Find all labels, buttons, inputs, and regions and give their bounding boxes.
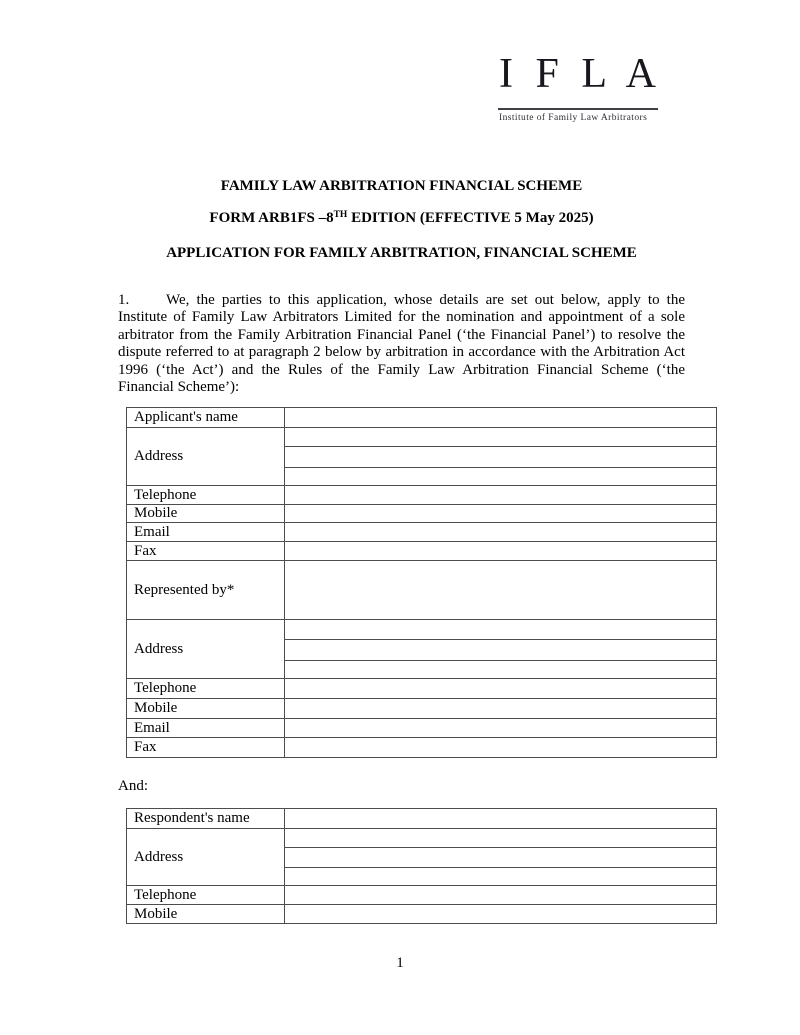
row-label-applicant-address: Address: [127, 428, 285, 486]
respondent-address-line2-field[interactable]: [285, 848, 717, 868]
representative-address-line1-field[interactable]: [285, 620, 717, 640]
applicant-mobile-field[interactable]: [285, 505, 717, 523]
doc-title-scheme: FAMILY LAW ARBITRATION FINANCIAL SCHEME: [220, 178, 583, 194]
representative-address-line2-field[interactable]: [285, 640, 717, 661]
applicant-table: [126, 407, 717, 758]
representative-email-field[interactable]: [285, 719, 717, 738]
respondent-name-field[interactable]: [285, 809, 717, 829]
paragraph-1-number: 1.: [118, 292, 130, 308]
respondent-address-line1-field[interactable]: [285, 829, 717, 848]
form-edition-prefix: FORM ARB1FS –8: [209, 210, 334, 226]
applicant-address-line3-field[interactable]: [285, 468, 717, 486]
paragraph-1: [118, 292, 685, 396]
row-label-applicant-name: Applicant's name: [127, 408, 285, 428]
representative-fax-field[interactable]: [285, 738, 717, 758]
respondent-telephone-field[interactable]: [285, 886, 717, 905]
row-label-representative-address: Address: [127, 620, 285, 679]
page-number: 1: [396, 955, 404, 971]
applicant-fax-field[interactable]: [285, 542, 717, 561]
representative-telephone-field[interactable]: [285, 679, 717, 699]
doc-title-form-edition: [118, 210, 685, 228]
applicant-address-line2-field[interactable]: [285, 447, 717, 468]
row-label-applicant-mobile: Mobile: [127, 505, 285, 523]
row-label-respondent-mobile: Mobile: [127, 905, 285, 924]
applicant-address-line1-field[interactable]: [285, 428, 717, 447]
row-label-representative-email: Email: [127, 719, 285, 738]
row-label-applicant-email: Email: [127, 523, 285, 542]
representative-mobile-field[interactable]: [285, 699, 717, 719]
row-label-representative-mobile: Mobile: [127, 699, 285, 719]
form-edition-suffix: EDITION (EFFECTIVE 5 May 2025): [347, 210, 594, 226]
row-label-representative-fax: Fax: [127, 738, 285, 758]
representative-address-line3-field[interactable]: [285, 661, 717, 679]
logo-divider: [498, 108, 658, 110]
applicant-telephone-field[interactable]: [285, 486, 717, 505]
and-label: And:: [118, 778, 148, 794]
paragraph-1-text: We, the parties to this application, whose details are set out below, apply to the Institute of Family Law Arbitrators Limited for the nomination and appointment of a sole arbitrator from the Family Arbitration Financial Panel (‘the Financial Panel’) to resolve the dispute referred to at paragraph 2 below by arbitration in accordance with the Arbitration Act 1996 (‘the Act’) and the Rules of the Family Law Arbitration Financial Scheme (‘the Financial Scheme’):: [118, 292, 685, 396]
doc-title-application: APPLICATION FOR FAMILY ARBITRATION, FINANCIAL SCHEME: [166, 245, 637, 261]
applicant-name-field[interactable]: [285, 408, 717, 428]
row-label-applicant-fax: Fax: [127, 542, 285, 561]
row-label-represented-by: Represented by*: [127, 561, 285, 620]
row-label-respondent-telephone: Telephone: [127, 886, 285, 905]
applicant-email-field[interactable]: [285, 523, 717, 542]
ifla-logo-text: I F L A: [499, 51, 657, 97]
represented-by-field[interactable]: [285, 561, 717, 620]
logo-subtitle: Institute of Family Law Arbitrators: [499, 113, 648, 123]
row-label-respondent-address: Address: [127, 829, 285, 886]
row-label-representative-telephone: Telephone: [127, 679, 285, 699]
row-label-applicant-telephone: Telephone: [127, 486, 285, 505]
respondent-mobile-field[interactable]: [285, 905, 717, 924]
form-edition-superscript: TH: [333, 210, 348, 220]
respondent-address-line3-field[interactable]: [285, 868, 717, 886]
respondent-table: [126, 808, 717, 924]
row-label-respondent-name: Respondent's name: [127, 809, 285, 829]
